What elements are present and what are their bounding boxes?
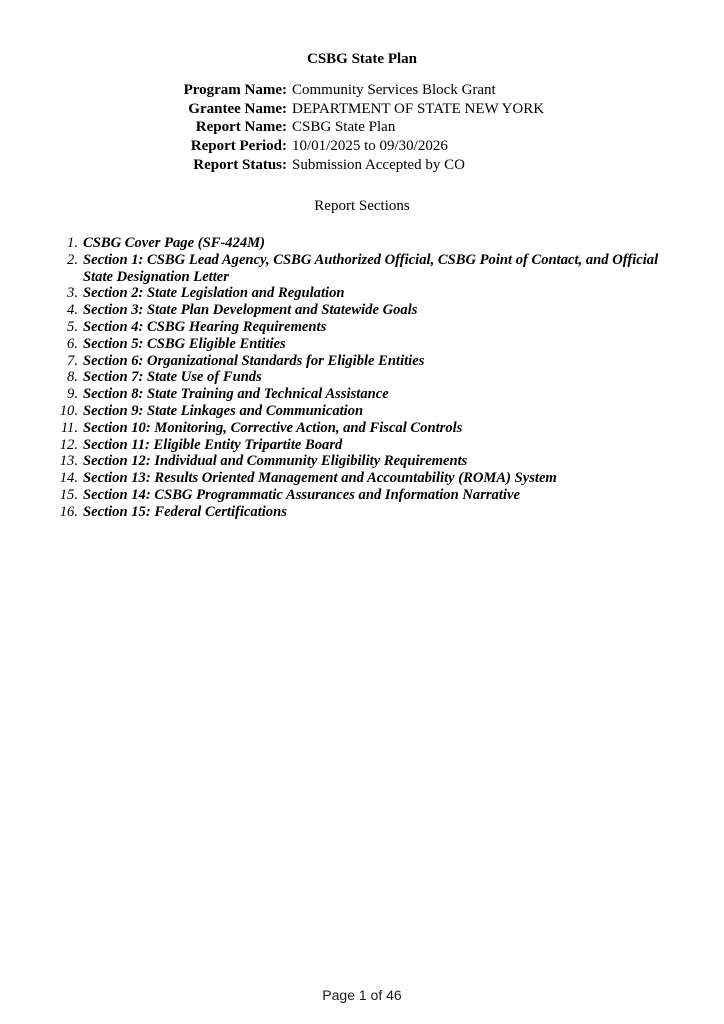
section-number: 3.: [67, 285, 78, 302]
report-section-item: [55, 453, 664, 470]
report-section-item: [55, 336, 664, 353]
report-section-item: [55, 386, 664, 403]
section-number: 13.: [59, 453, 78, 470]
section-title: Section 2: State Legislation and Regulation: [83, 285, 345, 302]
section-number: 1.: [67, 235, 78, 251]
section-title: Section 1: CSBG Lead Agency, CSBG Authorized Official, CSBG Point of Contact, and Official State Designation Letter: [83, 251, 659, 285]
report-section-item: [55, 504, 664, 521]
section-number: 7.: [67, 352, 78, 369]
report-section-item: [55, 369, 664, 386]
report-section-item: [55, 403, 664, 420]
meta-label: Program Name:: [183, 82, 287, 98]
section-number: 11.: [60, 419, 78, 436]
section-title: Section 10: Monitoring, Corrective Action, and Fiscal Controls: [83, 419, 463, 436]
section-number: 16.: [59, 503, 78, 520]
section-title: Section 5: CSBG Eligible Entities: [83, 335, 286, 352]
section-number: 4.: [67, 302, 78, 319]
report-section-item: [55, 437, 664, 454]
section-title: Section 8: State Training and Technical Assistance: [83, 386, 389, 403]
section-title: Section 15: Federal Certifications: [83, 503, 287, 520]
meta-value: 10/01/2025 to 09/30/2026: [292, 138, 448, 155]
report-section-item: [55, 470, 664, 487]
meta-value: Community Services Block Grant: [292, 82, 496, 98]
report-section-item: [55, 302, 664, 319]
report-section-item: [55, 319, 664, 336]
section-number: 9.: [67, 386, 78, 403]
meta-value: DEPARTMENT OF STATE NEW YORK: [292, 100, 545, 117]
report-section-item: [55, 252, 664, 286]
report-sections-heading: Report Sections: [314, 198, 410, 214]
section-title: Section 14: CSBG Programmatic Assurances and Information Narrative: [83, 486, 520, 503]
section-number: 14.: [59, 470, 78, 487]
section-number: 6.: [67, 335, 78, 352]
meta-label: Grantee Name:: [188, 100, 287, 117]
report-section-item: [55, 235, 664, 252]
meta-value: Submission Accepted by CO: [292, 156, 465, 173]
page-title: CSBG State Plan: [306, 51, 417, 67]
section-title: Section 12: Individual and Community Eligibility Requirements: [83, 453, 468, 470]
meta-label: Report Status:: [193, 156, 287, 173]
report-section-item: [55, 420, 664, 437]
report-section-item: [55, 353, 664, 370]
section-number: 10.: [59, 402, 78, 419]
section-title: Section 9: State Linkages and Communication: [83, 402, 364, 419]
section-number: 8.: [67, 369, 78, 386]
report-section-item: [55, 285, 664, 302]
report-section-item: [55, 487, 664, 504]
section-number: 15.: [59, 486, 78, 503]
section-number: 2.: [67, 251, 78, 268]
section-title: Section 3: State Plan Development and Statewide Goals: [83, 302, 418, 319]
report-meta: [0, 81, 724, 175]
meta-label: Report Period:: [190, 138, 287, 155]
meta-label: Report Name:: [195, 119, 287, 136]
section-title: Section 13: Results Oriented Management and Accountability (ROMA) System: [83, 470, 557, 487]
meta-value: CSBG State Plan: [292, 119, 396, 136]
section-title: Section 4: CSBG Hearing Requirements: [83, 318, 327, 335]
page-number: Page 1 of 46: [322, 987, 402, 1003]
section-title: CSBG Cover Page (SF-424M): [83, 235, 266, 251]
section-title: Section 11: Eligible Entity Tripartite Board: [83, 436, 343, 453]
section-number: 5.: [67, 318, 78, 335]
section-number: 12.: [59, 436, 78, 453]
report-sections-list: [55, 235, 664, 521]
section-title: Section 6: Organizational Standards for Eligible Entities: [83, 352, 425, 369]
section-title: Section 7: State Use of Funds: [83, 369, 262, 386]
